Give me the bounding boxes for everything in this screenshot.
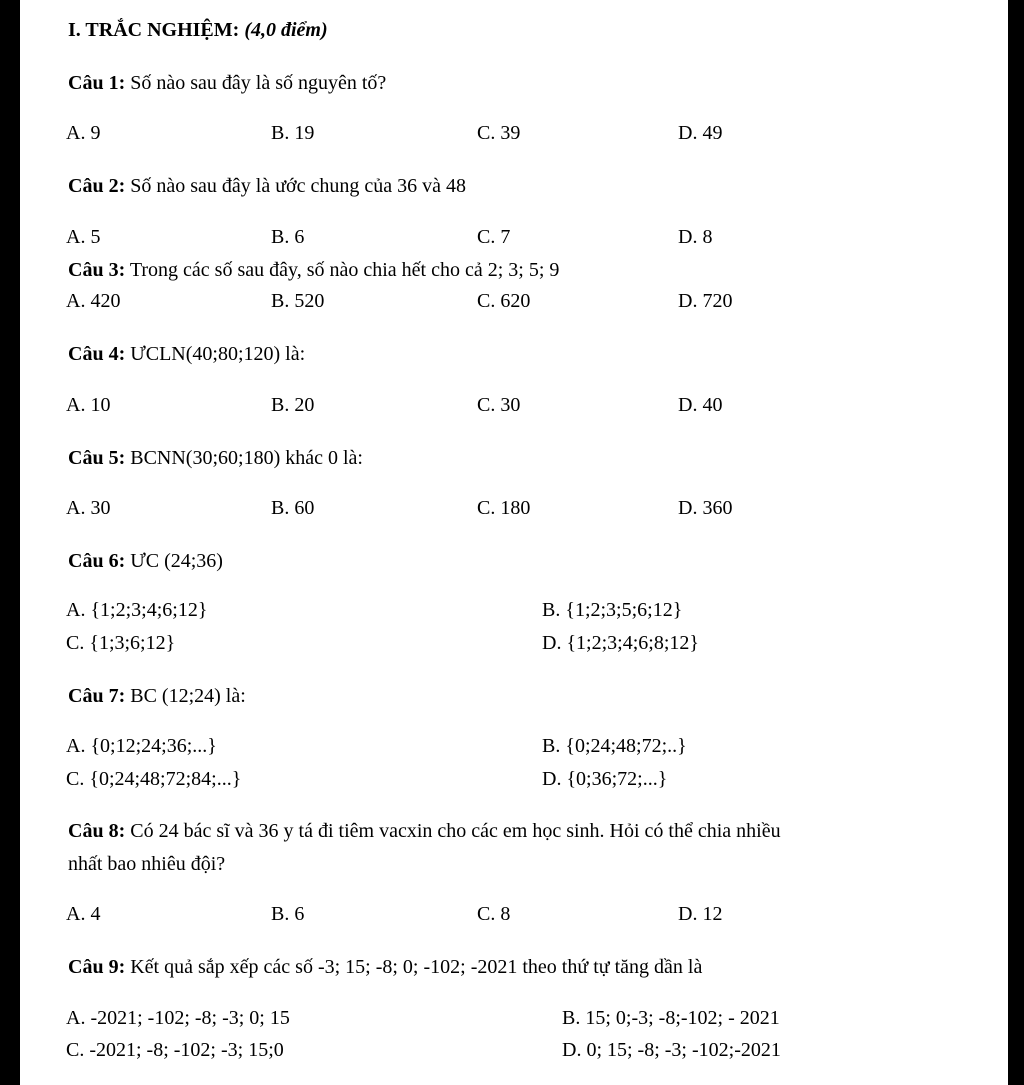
q1-option-c[interactable]: C. 39 — [477, 122, 521, 144]
section-heading — [68, 18, 328, 42]
q7-option-a[interactable]: A. {0;12;24;36;...} — [66, 735, 217, 757]
q2-option-a[interactable]: A. 5 — [66, 226, 101, 248]
q4-option-b[interactable]: B. 20 — [271, 394, 315, 416]
q9-option-c[interactable]: C. -2021; -8; -102; -3; 15;0 — [66, 1039, 284, 1061]
q6-option-c[interactable]: C. {1;3;6;12} — [66, 632, 176, 654]
q9-option-b[interactable]: B. 15; 0;-3; -8;-102; - 2021 — [562, 1007, 780, 1029]
q2-option-c[interactable]: C. 7 — [477, 226, 511, 248]
q6-option-a[interactable]: A. {1;2;3;4;6;12} — [66, 599, 208, 621]
q2-option-b[interactable]: B. 6 — [271, 226, 305, 248]
question-9 — [68, 955, 702, 979]
question-text: BC (12;24) là: — [130, 685, 246, 707]
q5-option-b[interactable]: B. 60 — [271, 497, 315, 519]
q6-option-b[interactable]: B. {1;2;3;5;6;12} — [542, 599, 683, 621]
q1-option-b[interactable]: B. 19 — [271, 122, 315, 144]
question-label: Câu 1: — [68, 72, 126, 94]
exam-page — [20, 0, 1008, 1085]
question-label: Câu 3: — [68, 259, 126, 281]
question-label: Câu 8: — [68, 820, 126, 842]
question-text: Trong các số sau đây, số nào chia hết cho cả 2; 3; 5; 9 — [129, 259, 560, 281]
q8-option-c[interactable]: C. 8 — [477, 903, 511, 925]
q7-option-b[interactable]: B. {0;24;48;72;..} — [542, 735, 687, 757]
question-label: Câu 9: — [68, 956, 126, 978]
q3-option-c[interactable]: C. 620 — [477, 290, 531, 312]
q5-option-a[interactable]: A. 30 — [66, 497, 111, 519]
question-text: Số nào sau đây là số nguyên tố? — [130, 72, 387, 94]
question-text: Số nào sau đây là ước chung của 36 và 48 — [130, 175, 467, 197]
q3-option-d[interactable]: D. 720 — [678, 290, 733, 312]
q6-option-d[interactable]: D. {1;2;3;4;6;8;12} — [542, 632, 699, 654]
q3-option-b[interactable]: B. 520 — [271, 290, 325, 312]
question-text: Có 24 bác sĩ và 36 y tá đi tiêm vacxin cho các em học sinh. Hỏi có thể chia nhiều — [130, 820, 781, 842]
question-text: ƯCLN(40;80;120) là: — [130, 343, 306, 365]
q4-option-a[interactable]: A. 10 — [66, 394, 111, 416]
question-label: Câu 6: — [68, 550, 126, 572]
q3-option-a[interactable]: A. 420 — [66, 290, 121, 312]
q8-option-d[interactable]: D. 12 — [678, 903, 723, 925]
question-label: Câu 2: — [68, 175, 126, 197]
question-6 — [68, 549, 223, 573]
question-label: Câu 4: — [68, 343, 126, 365]
section-points: (4,0 điểm) — [244, 19, 328, 41]
question-label: Câu 5: — [68, 447, 126, 469]
q7-option-c[interactable]: C. {0;24;48;72;84;...} — [66, 768, 242, 790]
question-5 — [68, 446, 363, 470]
q5-option-c[interactable]: C. 180 — [477, 497, 531, 519]
q8-option-a[interactable]: A. 4 — [66, 903, 101, 925]
question-8-continuation: nhất bao nhiêu đội? — [68, 853, 226, 875]
question-label: Câu 7: — [68, 685, 126, 707]
section-title: I. TRẮC NGHIỆM: — [68, 19, 240, 41]
question-2 — [68, 174, 466, 198]
q4-option-d[interactable]: D. 40 — [678, 394, 723, 416]
question-text: Kết quả sắp xếp các số -3; 15; -8; 0; -102; -2021 theo thứ tự tăng dần là — [130, 956, 703, 978]
q8-option-b[interactable]: B. 6 — [271, 903, 305, 925]
q7-option-d[interactable]: D. {0;36;72;...} — [542, 768, 668, 790]
question-3 — [68, 258, 559, 282]
q9-option-d[interactable]: D. 0; 15; -8; -3; -102;-2021 — [562, 1039, 781, 1061]
question-text: BCNN(30;60;180) khác 0 là: — [130, 447, 363, 469]
question-1 — [68, 71, 386, 95]
q9-option-a[interactable]: A. -2021; -102; -8; -3; 0; 15 — [66, 1007, 290, 1029]
question-4 — [68, 342, 305, 366]
q5-option-d[interactable]: D. 360 — [678, 497, 733, 519]
question-text: ƯC (24;36) — [130, 550, 223, 572]
question-7 — [68, 684, 246, 708]
q1-option-a[interactable]: A. 9 — [66, 122, 101, 144]
q2-option-d[interactable]: D. 8 — [678, 226, 713, 248]
q1-option-d[interactable]: D. 49 — [678, 122, 723, 144]
q4-option-c[interactable]: C. 30 — [477, 394, 521, 416]
question-8 — [68, 819, 781, 843]
